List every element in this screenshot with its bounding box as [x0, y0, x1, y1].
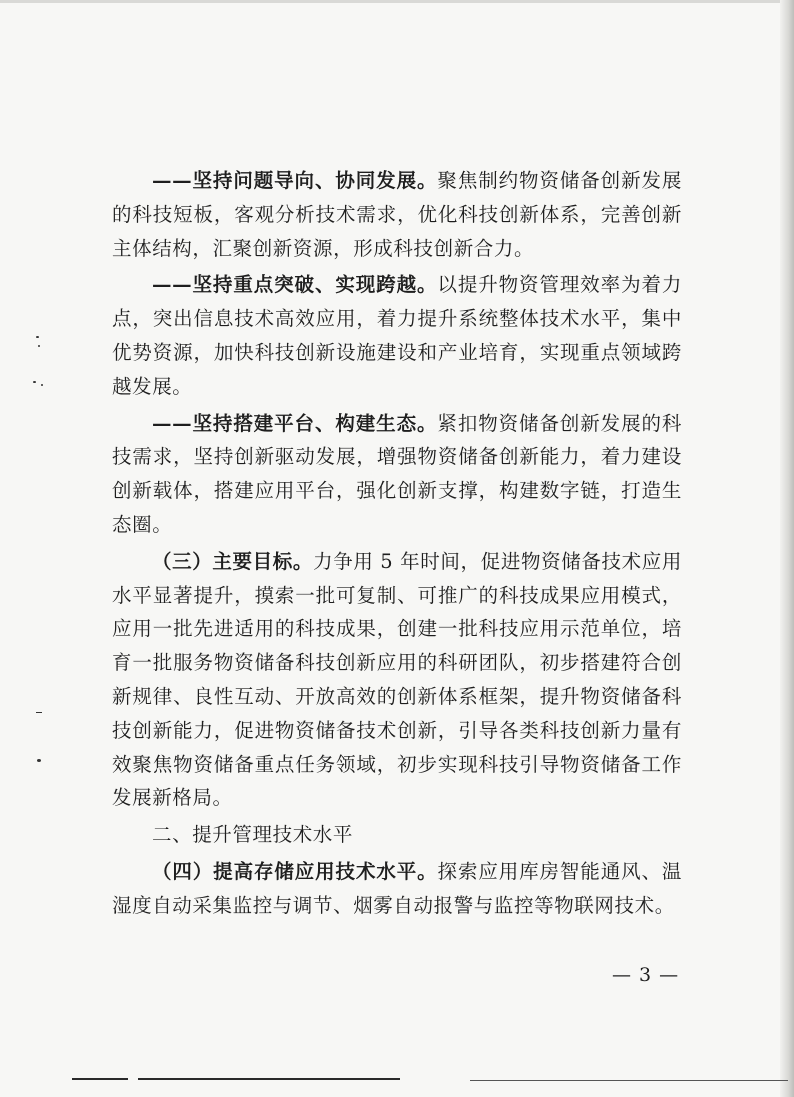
scan-edge-right [780, 0, 794, 1097]
scan-bottom-line [72, 1078, 128, 1080]
paragraph-text: 紧扣物资储备创新发展的科技需求，坚持创新驱动发展，增强物资储备创新能力，着力建设创新载体，搭建应用平台，强化创新支撑，构建数字链，打造生态圈。 [112, 411, 682, 536]
paragraph-principle-3 [112, 407, 682, 542]
margin-speck [38, 345, 40, 347]
paragraph-lead-bold: ——坚持搭建平台、构建生态。 [152, 411, 438, 435]
paragraph-storage-tech [112, 855, 682, 923]
paragraph-lead-bold: （四）提高存储应用技术水平。 [152, 859, 438, 883]
margin-speck [36, 336, 39, 338]
paragraph-lead-bold: （三）主要目标。 [152, 549, 314, 573]
margin-speck [41, 384, 43, 386]
margin-speck [33, 381, 36, 383]
document-body [112, 164, 682, 923]
paragraph-principle-2 [112, 268, 682, 403]
paragraph-principle-1 [112, 164, 682, 265]
paragraph-lead-bold: ——坚持重点突破、实现跨越。 [152, 273, 438, 297]
paragraph-text: 力争用 5 年时间，促进物资储备技术应用水平显著提升，摸索一批可复制、可推广的科技成果应用模式，应用一批先进适用的科技成果，创建一批科技应用示范单位，培育一批服务物资储备科技创新应用的科研团队，初步搭建符合创新规律、良性互动、开放高效的创新体系框架，提升物资储备科技创新能力，促进物资储备技术创新，引导各类科技创新力量有效聚焦物资储备重点任务领域，初步实现科技引导物资储备工作发展新格局。 [112, 549, 682, 810]
paragraph-text: 探索应用库房智能通风、温湿度自动采集监控与调节、烟雾自动报警与监控等物联网技术。 [112, 859, 682, 917]
paragraph-text: 以提升物资管理效率为着力点，突出信息技术高效应用，着力提升系统整体技术水平，集中优势资源，加快科技创新设施建设和产业培育，实现重点领域跨越发展。 [112, 273, 682, 398]
section-heading: 二、提升管理技术水平 [152, 823, 354, 847]
margin-speck [37, 759, 41, 762]
paragraph-main-goals [112, 545, 682, 815]
scan-bottom-line [138, 1078, 400, 1080]
paragraph-text: 聚焦制约物资储备创新发展的科技短板，客观分析技术需求，优化科技创新体系，完善创新主体结构，汇聚创新资源，形成科技创新合力。 [112, 169, 682, 260]
page-number: — 3 — [612, 964, 680, 986]
margin-speck [36, 712, 42, 713]
scan-edge-top [0, 0, 794, 3]
paragraph-lead-bold: ——坚持问题导向、协同发展。 [152, 169, 438, 192]
scan-bottom-line [470, 1080, 788, 1081]
